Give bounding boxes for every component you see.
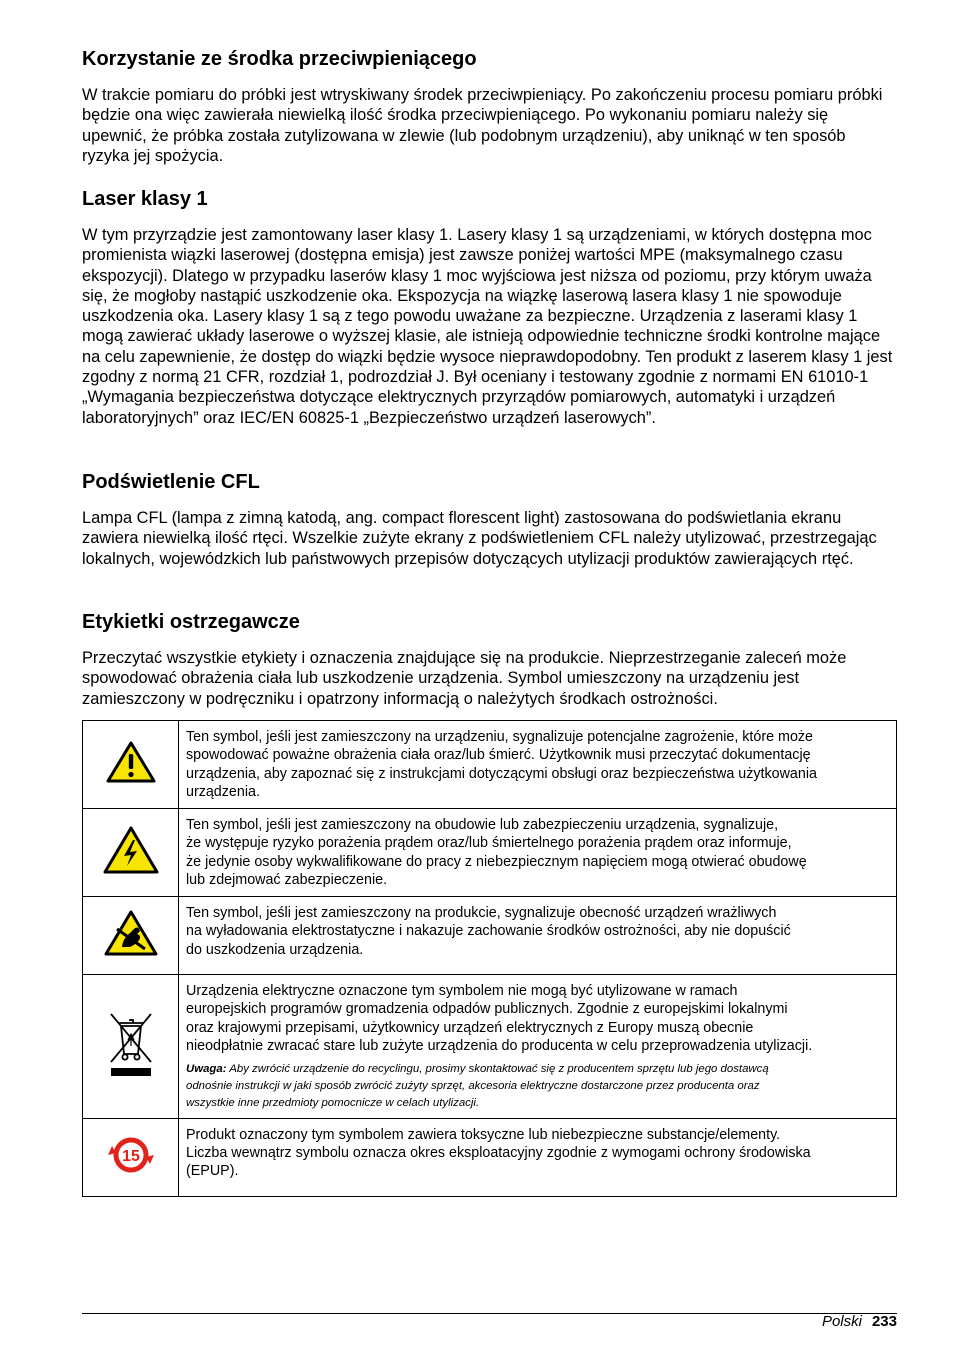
section-title: Laser klasy 1: [82, 188, 208, 210]
symbol-description: [186, 728, 888, 801]
description-line: Ten symbol, jeśli jest zamieszczony na obudowie lub zabezpieczeniu urządzenia, sygnalizuje,: [186, 817, 779, 833]
description-line: do uszkodzenia urządzenia.: [186, 941, 364, 958]
epup-number: 15: [121, 1147, 140, 1165]
electric-shock-icon: [102, 825, 160, 875]
description-line: Ten symbol, jeśli jest zamieszczony na produkcie, sygnalizuje obecność urządzeń wrażliwych: [186, 905, 777, 921]
description-line: oraz krajowymi przepisami, użytkownicy urządzeń elektrycznych z Europy muszą obecnie: [186, 1019, 754, 1036]
section-paragraph: W trakcie pomiaru do próbki jest wtryskiwany środek przeciwpieniący. Po zakończeniu procesu pomiaru próbki będzie ona więc zawierała niewielką ilość środka przeciwpieniącego. Po wykonaniu pomiaru należy się upewnić, że próbka została zutylizowana w zlewie (lub podobnym urządzeniu), aby uniknąć w ten sposób ryzyka jej spożycia.: [82, 86, 883, 165]
table-row: [83, 721, 897, 809]
description-line: lub zdejmować zabezpieczenie.: [186, 871, 388, 888]
esd-sensitive-icon: [103, 909, 159, 957]
section-paragraph: W tym przyrządzie jest zamontowany laser klasy 1. Lasery klasy 1 są urządzeniami, w których dostępna moc promienista wiązki laserowej (dostępna emisja) jest zawsze poniżej wartości MPE (maksymalnego czasu ekspozycji). Dlatego w przypadku laserów klasy 1 moc wyjściowa jest niższa od poziomu, przy którym uważa się, że mogłoby nastąpić uszkodzenie oka. Ekspozycja na wiązkę laserową lasera klasy 1 nie spowoduje uszkodzenia oka. Lasery klasy 1 są z tego powodu uważane za bezpieczne. Urządzenia z laserami klasy 1 mogą zawierać układy laserowe o wyższej klasie, ale istnieją odpowiednie techniczne środki kontrolne mające na celu zapewnienie, że dostęp do wiązki będzie wysoce nieprawdopodobny. Ten produkt z laserem klasy 1 jest zgodny z normą 21 CFR, rozdział 1, podrozdział J. Był oceniany i testowany zgodnie z normami EN 61010-1 „Wymagania bezpieczeństwa dotyczące elektrycznych przyrządów pomiarowych, automatyki i urządzeń laboratoryjnych” oraz IEC/EN 60825-1 „Bezpieczeństwo urządzeń laserowych”.: [82, 226, 893, 427]
symbol-description: [186, 904, 888, 959]
description-line: urządzenia.: [186, 783, 260, 800]
symbol-description: [186, 1126, 888, 1181]
note-label: Uwaga:: [186, 1063, 227, 1076]
description-line: Ten symbol, jeśli jest zamieszczony na urządzeniu, sygnalizuje potencjalne zagrożenie, które może: [186, 729, 813, 745]
note-line: wszystkie inne przedmioty pomocnicze w celach utylizacji.: [186, 1096, 480, 1109]
note-line: odnośnie instrukcji w jaki sposób zwrócić zużyty sprzęt, akcesoria elektryczne dostarczone przez producenta oraz: [186, 1079, 760, 1092]
table-row: [83, 1118, 897, 1196]
weee-crossed-bin-icon: [105, 1010, 157, 1078]
page-footer: [822, 1313, 897, 1331]
description-line: (EPUP).: [186, 1163, 239, 1180]
description-line: Liczba wewnątrz symbolu oznacza okres eksploatacyjny zgodnie z wymogami ochrony środowiska: [186, 1144, 811, 1161]
page-number: 233: [871, 1313, 897, 1330]
description-line: spowodować poważne obrażenia ciała oraz/lub śmierć. Użytkownik musi przeczytać dokumentację: [186, 747, 811, 764]
table-row: [83, 975, 897, 1119]
footer-language: Polski: [821, 1313, 862, 1330]
recycling-note: [186, 1061, 888, 1111]
note-line: Aby zwrócić urządzenie do recyclingu, prosimy skontaktować się z producentem sprzętu lub jego dostawcą: [226, 1063, 769, 1076]
description-line: urządzenia, aby zapoznać się z instrukcjami dotyczącymi obsługi oraz bezpieczeństwa użytkowania: [186, 765, 817, 782]
description-line: na wyładowania elektrostatyczne i nakazuje zachowanie środków ostrożności, aby nie dopuścić: [186, 923, 791, 940]
description-line: że jedynie osoby wykwalifikowane do pracy z niebezpiecznym napięciem mogą otwierać obudowę: [186, 853, 807, 870]
warning-triangle-icon: [105, 740, 157, 784]
description-line: że występuje ryzyko porażenia prądem oraz/lub śmiertelnego porażenia prądem oraz informuje,: [186, 835, 792, 852]
symbol-description: [186, 816, 888, 889]
description-line: Urządzenia elektryczne oznaczone tym symbolem nie mogą być utylizowane w ramach: [186, 983, 738, 999]
epup-15-icon: [106, 1132, 156, 1178]
table-row: [83, 809, 897, 897]
footer-rule: [82, 1313, 897, 1314]
description-line: europejskich programów gromadzenia odpadów publicznych. Zgodnie z europejskimi lokalnymi: [186, 1001, 788, 1018]
section-paragraph: Lampa CFL (lampa z zimną katodą, ang. compact florescent light) zastosowana do podświetlania ekranu zawiera niewielką ilość rtęci. Wszelkie zużyte ekrany z podświetleniem CFL należy utylizować, przestrzegając lokalnych, wojewódzkich lub państwowych przepisów dotyczących utylizacji produktów zawierających rtęć.: [82, 509, 877, 568]
description-line: Produkt oznaczony tym symbolem zawiera toksyczne lub niebezpieczne substancje/elementy.: [186, 1126, 781, 1143]
symbol-description: [186, 982, 888, 1055]
warning-symbols-table: [82, 720, 897, 1197]
description-line: nieodpłatnie zwracać stare lub zużyte urządzenia do producenta w celu przeprowadzenia utylizacji.: [186, 1037, 813, 1054]
section-paragraph: Przeczytać wszystkie etykiety i oznaczenia znajdujące się na produkcie. Nieprzestrzeganie zaleceń może spowodować obrażenia ciała lub uszkodzenie urządzenia. Symbol umieszczony na urządzeniu jest zamieszczony w podręczniku i opatrzony informacją o należytych środkach ostrożności.: [82, 649, 847, 708]
table-row: [83, 897, 897, 975]
section-title: Etykietki ostrzegawcze: [82, 611, 300, 633]
section-title: Podświetlenie CFL: [82, 471, 260, 493]
section-title: Korzystanie ze środka przeciwpieniącego: [82, 48, 477, 70]
